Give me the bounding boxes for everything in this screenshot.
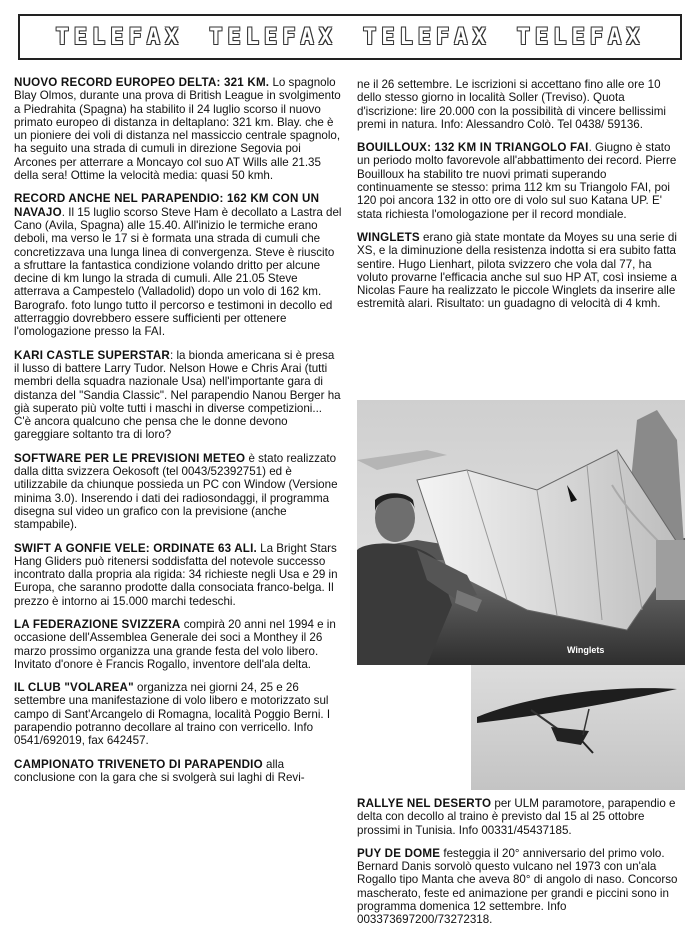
article-kari-castle: [14, 349, 342, 442]
article-body: per ULM paramotore, parapendio e delta con decollo al traino è previsto dal 15 al 25 ottobre prossimi in Tunisia. Info 00331/45437185.: [357, 797, 676, 837]
article-body: La Bright Stars Hang Gliders può ritenersi soddisfatta del notevole successo incontrato dalla propria ala rigida: 34 richieste negli Usa e 29 in Europa, che saranno prodotte dalla consociata franco-belga. Il prezzo è intorno ai 15.000 marchi tedeschi.: [14, 541, 338, 608]
article-headline: LA FEDERAZIONE SVIZZERA: [14, 617, 181, 631]
article-headline: KARI CASTLE SUPERSTAR: [14, 348, 170, 362]
telefax-banner: [18, 14, 682, 60]
article-headline: IL CLUB "VOLAREA": [14, 681, 134, 695]
banner-word: TELEFAX: [363, 24, 491, 50]
article-body: organizza nei giorni 24, 25 e 26 settembre una manifestazione di volo libero e motorizzato sul campo di Sant'Arcangelo di Romagna, località Poggio Berni. I parapendio potranno decollare al traino con verricello. Info 0541/692019, fax 642457.: [14, 681, 331, 748]
article-headline: SWIFT A GONFIE VELE: ORDINATE 63 ALI.: [14, 541, 257, 555]
photo-glider-in-flight: [471, 665, 685, 790]
article-body: compirà 20 anni nel 1994 e in occasione dell'Assemblea Generale dei soci a Monthey il 26 marzo prossimo organizza una grande festa del volo libero. Invitato d'onore è Francis Rogallo, inventore dell'ala delta.: [14, 617, 336, 671]
article-headline: NUOVO RECORD EUROPEO DELTA: 321 KM.: [14, 76, 270, 89]
article-winglets: [357, 231, 685, 311]
article-headline: WINGLETS: [357, 230, 420, 244]
article-federazione-svizzera: [14, 618, 342, 671]
article-record-parapendio: [14, 192, 342, 338]
article-software-meteo: [14, 452, 342, 532]
article-headline: CAMPIONATO TRIVENETO DI PARAPENDIO: [14, 757, 263, 771]
article-rallye-deserto: [357, 797, 685, 837]
article-body: festeggia il 20° anniversario del primo volo. Bernard Danis sorvolò questo vulcano nel 1973 con un'ala Rogallo tipo Manta che aveva 80° di angolo di naso. Concorso mascherato, feste ed animazione per grandi e piccini sono in programma domenica 12 settembre. Info 003373697200/73272318.: [357, 846, 678, 927]
article-record-europeo-delta: [14, 76, 342, 182]
photo-caption: Winglets: [567, 645, 605, 655]
article-body: ne il 26 settembre. Le iscrizioni si accettano fino alle ore 10 dello stesso giorno in località Soller (Treviso). Quota d'iscrizione: lire 20.000 con la possibilità di vincere bellissimi premi in natura. Info: Alessandro Colò. Tel 0438/ 59136.: [357, 78, 666, 131]
article-body: è stato realizzato dalla ditta svizzera Oekosoft (tel 0043/52392751) ed è utilizzabile da chiunque possieda un PC con Window (Versione minima 3.0). Inserendo i dati dei radiosondaggi, il programma disegna sul video un grafico con la previsione (anche stampabile).: [14, 451, 338, 532]
article-campionato-triveneto: [14, 758, 342, 785]
article-body: alla conclusione con la gara che si svolgerà sui laghi di Revi-: [14, 757, 305, 784]
left-column: [14, 76, 342, 794]
article-headline: BOUILLOUX: 132 KM IN TRIANGOLO FAI: [357, 141, 589, 155]
right-column: [357, 78, 685, 321]
winglets-photo: [357, 400, 685, 790]
banner-word: TELEFAX: [55, 24, 184, 50]
article-body: : la bionda americana si è presa il lusso di battere Larry Tudor. Nelson Howe e Chris Arai (tutti membri della squadra nazionale Usa) nell'importante gara di distanza del "Sandia Classic". Nel parapendio Nanou Berger ha già superato più volte tutti i maschi in diverse competizioni... C'è ancora qualcuno che pensa che le donne devono gareggiare soltanto tra di loro?: [14, 348, 341, 442]
banner-word: TELEFAX: [209, 24, 337, 50]
article-puy-de-dome: [357, 847, 685, 927]
article-headline: SOFTWARE PER LE PREVISIONI METEO: [14, 451, 246, 465]
article-swift: [14, 542, 342, 608]
banner-word: TELEFAX: [516, 24, 645, 50]
article-club-volarea: [14, 681, 342, 747]
article-campionato-continued: [357, 78, 685, 131]
article-bouilloux: [357, 141, 685, 221]
article-headline: RALLYE NEL DESERTO: [357, 797, 492, 810]
article-body: . Giugno è stato un periodo molto favorevole all'abbattimento dei record. Pierre Bouilloux ha stabilito tre nuovi primati superando continuamente se stesso: prima 112 km su Triangolo FAI, poi 120 poi ancora 132 in otto ore di volo sul suo Katana UP. E' stata richiesta l'omologazione per il record mondiale.: [357, 141, 677, 221]
article-body: . Il 15 luglio scorso Steve Ham è decollato a Lastra del Cano (Avila, Spagna) alle 15.40. All'inizio le termiche erano deboli, ma verso le 17 si è formata una strada di cumuli che concretizzava una lunga linea di convergenza. Steve è riuscito a sfruttare la fantastica condizione volando dritto per alcune decine di km lungo la strada di cumuli. Alle 21.05 Steve atterrava a Campestelo (Valladolid) dopo un volo di 162 km. Barografo. foto lungo tutto il percorso e testimoni in decollo ed atterraggio dovrebbero essere sufficienti per ottenere l'omologazione presso la FAI.: [14, 205, 342, 339]
article-body: Lo spagnolo Blay Olmos, durante una prova di British League in svolgimento a Piedrahita (Spagna) ha stabilito il 24 luglio scorso il nuovo primato europeo di distanza in deltaplano: 321 km. Blay. che è un pioniere dei voli di distanza nel massiccio centrale spagnolo, ha seguito una strada di cumuli in direzione Segovia poi Arcones per atterrare a Moncayo col suo AT Wills alle 21.35 della sera! Ottime la velocità media: quasi 50 kmh.: [14, 76, 341, 183]
article-headline: RECORD ANCHE NEL PARAPENDIO: 162 KM CON UN NAVAJO: [14, 192, 320, 219]
right-lower-column: [357, 797, 685, 937]
photo-pilot-with-wing: [357, 400, 685, 665]
article-body: erano già state montate da Moyes su una serie di XS, e la diminuzione della resistenza indotta si era subito fatta sentire. Hugo Lienhart, pilota svizzero che vola dal 77, ha voluto provarne l'efficacia anche sul suo HP AT, così insieme a Nicolas Faure ha realizzato le piccole Winglets da inserire alle estremità alari. Risultato: un guadagno di velocità di 4 kmh.: [357, 230, 677, 311]
article-headline: PUY DE DOME: [357, 846, 441, 860]
